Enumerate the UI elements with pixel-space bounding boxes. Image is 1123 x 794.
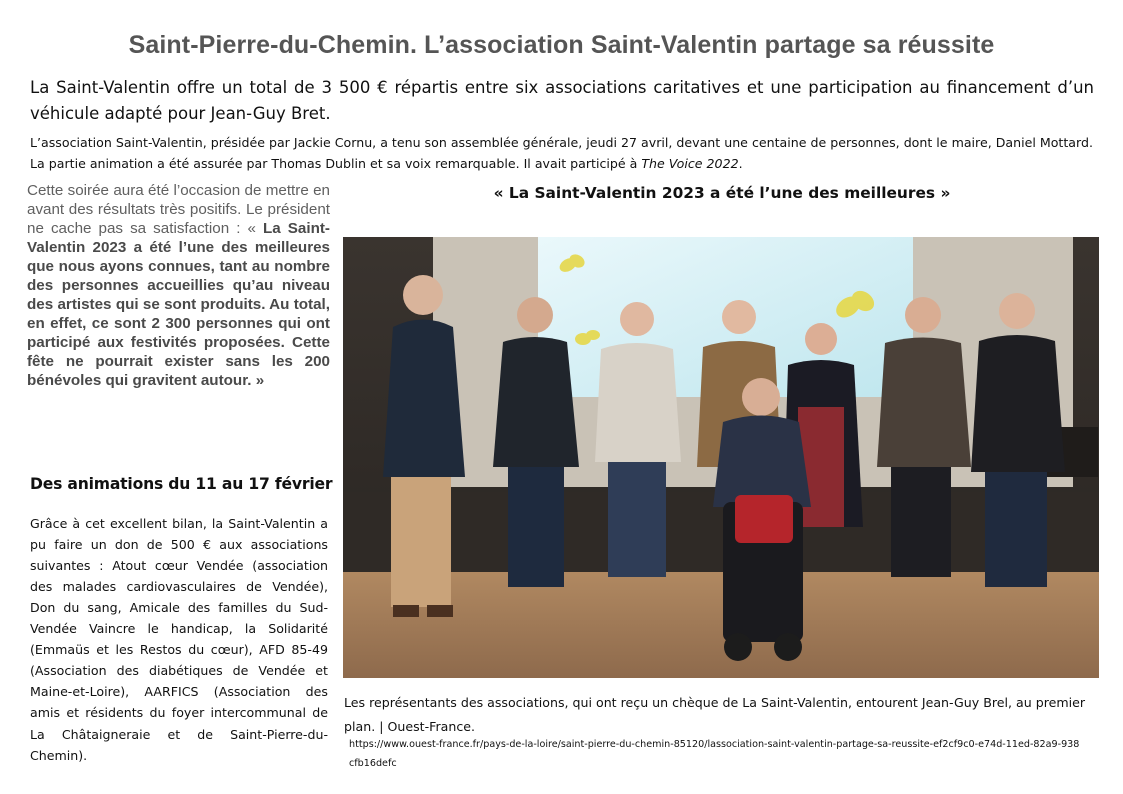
president-quote: La Saint-Valentin 2023 a été l’une des meilleures que nous ayons connues, tant au nombre des personnes accueillies qu’au niveau des artistes qui se sont produits. Au total, en effet, ce sont 2 300 personnes qui ont participé aux festivités proposées. Cette fête ne pourrait exister sans les 200 bénévoles qui gravitent autour. » (27, 220, 330, 389)
source-url[interactable]: https://www.ouest-france.fr/pays-de-la-loire/saint-pierre-du-chemin-85120/lassociation-saint-valentin-partage-sa-reussite-ef2cf9c0-e74d-11ed-82a9-938cfb16defc (349, 739, 1080, 769)
article-standfirst: La Saint-Valentin offre un total de 3 500 € répartis entre six associations caritatives et une participation au financement d’un véhicule adapté pour Jean-Guy Bret. (30, 77, 1094, 123)
article-intro (30, 132, 1100, 174)
intro-show-name: The Voice 2022 (641, 155, 739, 171)
section-subhead: Des animations du 11 au 17 février (30, 474, 333, 493)
pull-quote: « La Saint-Valentin 2023 a été l’une des meilleures » (493, 184, 951, 202)
group-photo (343, 237, 1099, 678)
group-photo-illustration (343, 237, 1099, 678)
lead-paragraph (27, 181, 330, 390)
intro-text: L’association Saint-Valentin, présidée par Jackie Cornu, a tenu son assemblée générale, jeudi 27 avril, devant une centaine de personnes, dont le maire, Daniel Mottard. La partie animation a été assurée par Thomas Dublin et sa voix remarquable. Il avait participé à (30, 134, 1093, 171)
article-body: Grâce à cet excellent bilan, la Saint-Valentin a pu faire un don de 500 € aux associations suivantes : Atout cœur Vendée (association des malades cardiovasculaires de Vendée), Don du sang, Amicale des familles du Sud-Vendée Vaincre le handicap, la Solidarité (Emmaüs et les Restos du cœur), AFD 85-49 (Association des diabétiques de Vendée et Maine-et-Loire), AARFICS (Association des amis et résidents du foyer intercommunal de La Châtaigneraie et de Saint-Pierre-du-Chemin). (30, 515, 328, 763)
intro-end: . (738, 155, 743, 171)
photo-caption: Les représentants des associations, qui ont reçu un chèque de La Saint-Valentin, entourent Jean-Guy Brel, au premier plan. | Ouest-France. (344, 694, 1086, 734)
lead-text: Cette soirée aura été l’occasion de mettre en avant des résultats très positifs. Le président ne cache pas sa satisfaction : « (27, 182, 330, 237)
article-headline: Saint-Pierre-du-Chemin. L’association Saint-Valentin partage sa réussite (128, 30, 995, 59)
